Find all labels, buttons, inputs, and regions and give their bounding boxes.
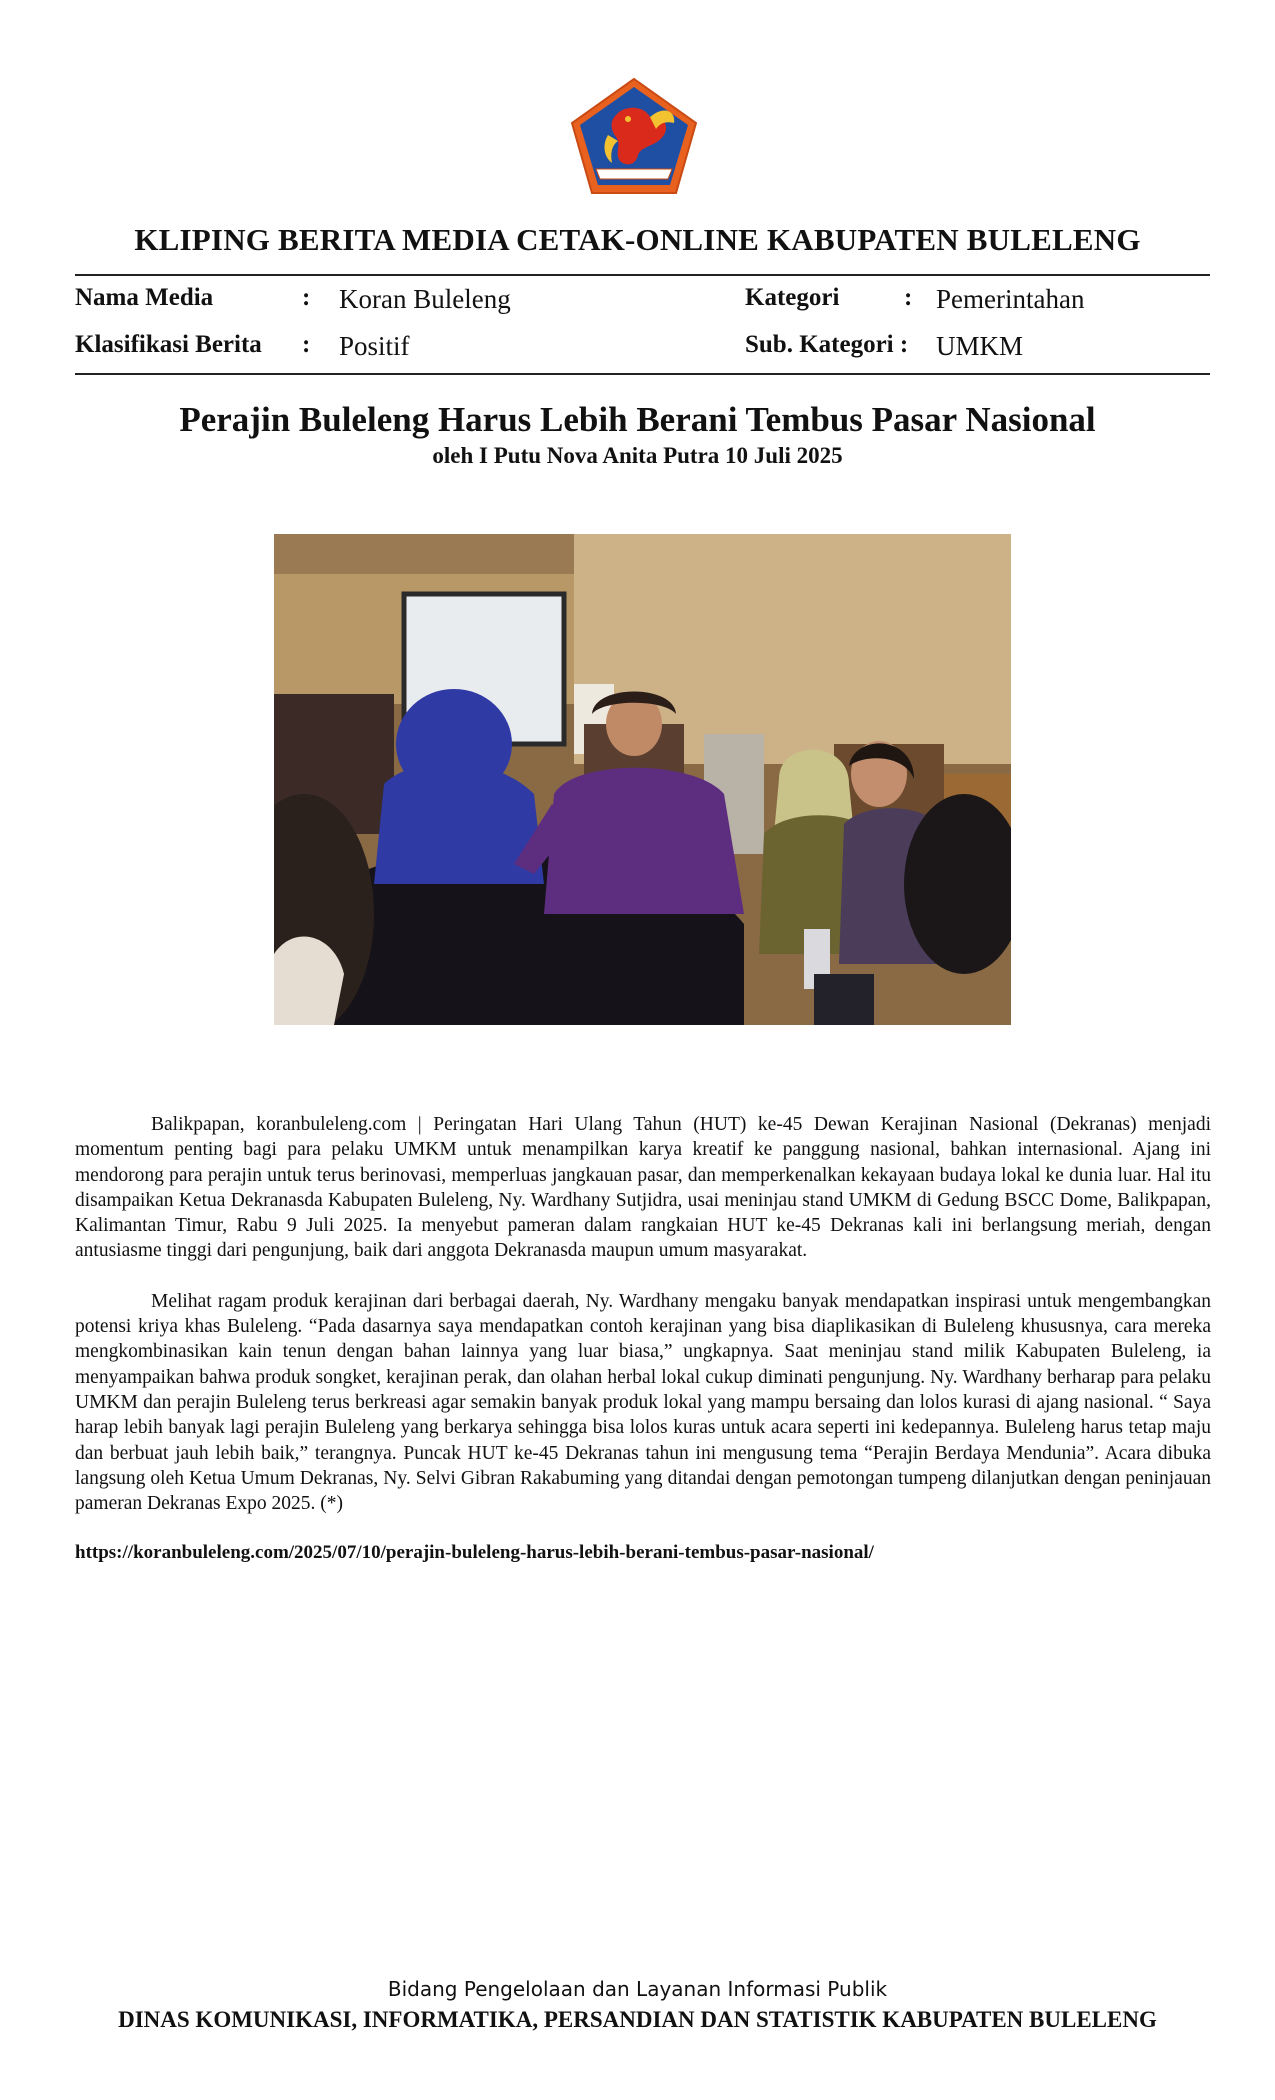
header-top-rule <box>75 274 1210 276</box>
article-paragraph: Balikpapan, koranbuleleng.com | Peringatan Hari Ulang Tahun (HUT) ke-45 Dewan Kerajinan Nasional (Dekranas) menjadi momentum penting bagi para pelaku UMKM untuk menampilkan karya kreatif ke panggung nasional, bahkan internasional. Ajang ini mendorong para perajin untuk terus berinovasi, memperluas jangkauan pasar, dan memperkenalkan kekayaan budaya lokal ke dunia luar. Hal itu disampaikan Ketua Dekranasda Kabupaten Buleleng, Ny. Wardhany Sutjidra, usai meninjau stand UMKM di Gedung BSCC Dome, Balikpapan, Kalimantan Timur, Rabu 9 Juli 2025. Ia menyebut pameran dalam rangkaian HUT ke-45 Dekranas kali ini berlangsung meriah, dengan antusiasme tinggi dari pengunjung, baik dari anggota Dekranasda maupun umum masyarakat. <box>75 1114 1211 1262</box>
buleleng-crest-logo <box>566 75 702 199</box>
klasifikasi-label: Klasifikasi Berita <box>75 331 262 358</box>
nama-media-colon: : <box>302 284 311 311</box>
article-source-link[interactable]: https://koranbuleleng.com/2025/07/10/perajin-buleleng-harus-lebih-berani-tembus-pasar-nasional/ <box>75 1542 874 1563</box>
article-paragraph: Melihat ragam produk kerajinan dari berbagai daerah, Ny. Wardhany mengaku banyak mendapatkan inspirasi untuk mengembangkan potensi kriya khas Buleleng. “Pada dasarnya saya mendapatkan contoh kerajinan yang bisa diaplikasikan di Buleleng khususnya, cara mereka mengkombinasikan kain tenun dengan bahan lainnya yang luar biasa,” ungkapnya. Saat meninjau stand milik Kabupaten Buleleng, ia menyampaikan bahwa produk songket, kerajinan perak, dan olahan herbal lokal cukup diminati pengunjung. Ny. Wardhany berharap para pelaku UMKM dan perajin Buleleng terus berkreasi agar semakin banyak produk lokal yang mampu bersaing dan lolos kurasi di ajang nasional. “ Saya harap lebih banyak lagi perajin Buleleng yang berkarya sehingga bisa lolos kuras untuk acara seperti ini kedepannya. Buleleng harus tetap maju dan berbuat jauh lebih baik,” terangnya. Puncak HUT ke-45 Dekranas tahun ini mengusung tema “Perajin Berdaya Mendunia”. Acara dibuka langsung oleh Ketua Umum Dekranas, Ny. Selvi Gibran Rakabuming yang ditandai dengan pemotongan tumpeng dilanjutkan dengan peninjauan pameran Dekranas Expo 2025. (*) <box>75 1290 1211 1515</box>
kategori-label: Kategori <box>745 284 840 311</box>
clipping-header-title: KLIPING BERITA MEDIA CETAK-ONLINE KABUPATEN BULELENG <box>134 222 1141 257</box>
sub-kategori-value: UMKM <box>936 331 1024 361</box>
article-byline: oleh I Putu Nova Anita Putra 10 Juli 2025 <box>432 443 843 468</box>
klasifikasi-value: Positif <box>339 331 410 361</box>
nama-media-value: Koran Buleleng <box>339 284 511 314</box>
article-photo <box>274 534 1011 1025</box>
article-headline: Perajin Buleleng Harus Lebih Berani Tembus Pasar Nasional <box>179 400 1096 439</box>
nama-media-label: Nama Media <box>75 284 214 311</box>
klasifikasi-colon: : <box>302 331 311 358</box>
kategori-value: Pemerintahan <box>936 284 1085 314</box>
footer-department: Bidang Pengelolaan dan Layanan Informasi Publik <box>387 1977 888 2001</box>
header-bottom-rule <box>75 373 1210 375</box>
article-body <box>75 1112 1211 1541</box>
footer-agency: DINAS KOMUNIKASI, INFORMATIKA, PERSANDIAN DAN STATISTIK KABUPATEN BULELENG <box>118 2007 1157 2032</box>
kategori-colon: : <box>904 284 913 311</box>
sub-kategori-label: Sub. Kategori : <box>745 331 909 358</box>
